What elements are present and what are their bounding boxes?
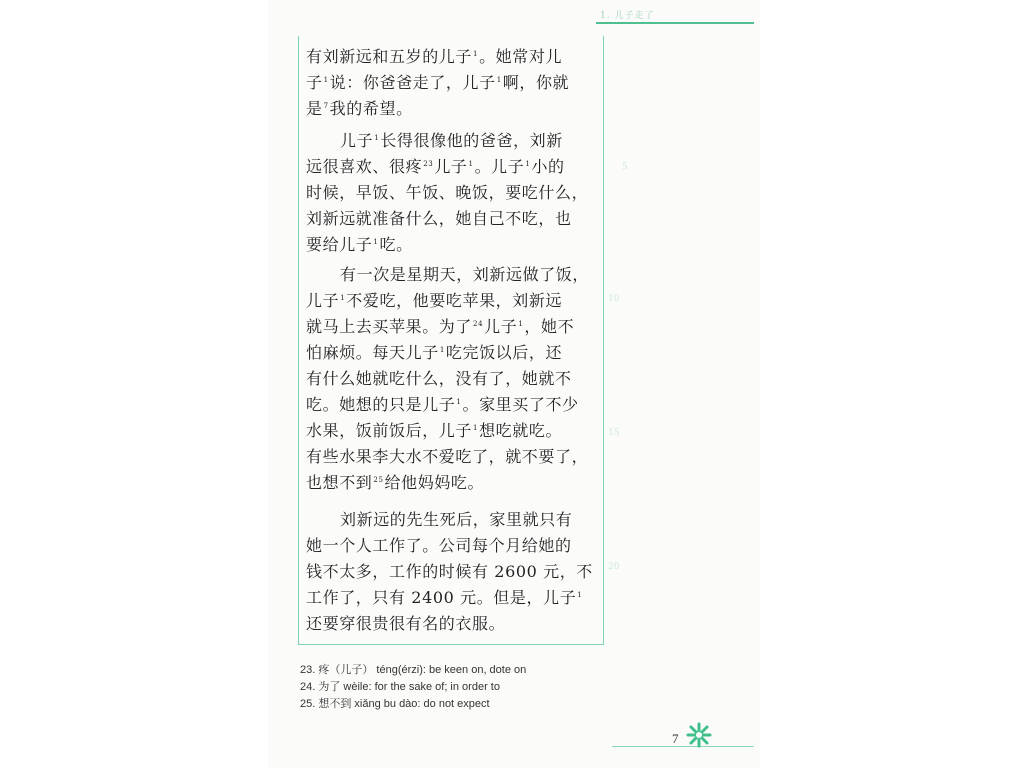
footnote-marker: 1 (577, 591, 583, 599)
text-segment: 啊，你就 (502, 73, 570, 92)
footer-rule (612, 746, 754, 747)
text-line (306, 96, 596, 122)
text-segment: 想吃就吃。 (479, 421, 563, 440)
footnote (300, 662, 600, 679)
line-number: 5 (622, 162, 628, 172)
footnote-marker: 24 (473, 320, 484, 328)
paragraph (306, 262, 596, 496)
text-line (306, 288, 596, 314)
text-line (306, 533, 596, 559)
line-number: 20 (608, 562, 620, 572)
running-title: 1. 儿子走了 (600, 11, 655, 21)
footnotes (300, 662, 600, 713)
footnote-gloss: : be keen on, dote on (422, 664, 527, 676)
line-number: 10 (608, 294, 620, 304)
text-segment: 长得很像他的爸爸，刘新 (380, 131, 563, 150)
text-segment: 要给儿子 (306, 235, 373, 254)
paragraph (306, 507, 596, 637)
footnote-gloss: : do not expect (417, 698, 490, 710)
footnote-marker: 1 (468, 160, 474, 168)
text-line (306, 585, 596, 611)
flower-icon (686, 722, 712, 748)
text-segment: 是 (306, 99, 323, 118)
text-segment: 远很喜欢、很疼 (306, 157, 423, 176)
text-segment: ，她不 (524, 317, 575, 336)
text-line (306, 180, 596, 206)
text-segment: 刘新远就准备什么，她自己不吃，也 (306, 209, 572, 228)
text-segment: 有什么她就吃什么，没有了，她就不 (306, 369, 572, 388)
text-line (306, 470, 596, 496)
text-segment: 说：你爸爸走了，儿子 (329, 73, 496, 92)
footnote-number: 25. (300, 698, 316, 710)
footnote-marker: 1 (518, 320, 524, 328)
footnote-pinyin: téng(érzi) (376, 664, 423, 676)
footnote (300, 679, 600, 696)
footnote-marker: 1 (340, 294, 346, 302)
text-segment: 她一个人工作了。公司每个月给她的 (306, 536, 572, 555)
text-line (306, 392, 596, 418)
text-segment: 吃。 (379, 235, 413, 254)
footnote-marker: 1 (496, 76, 502, 84)
text-segment: 有些水果李大水不爱吃了，就不要了， (306, 447, 589, 466)
text-segment: 怕麻烦。每天儿子 (306, 343, 439, 362)
text-segment: 水果，饭前饭后，儿子 (306, 421, 473, 440)
footnote-pinyin: wèile (343, 681, 369, 693)
text-segment: 钱不太多，工作的时候有 2600 元，不 (306, 562, 593, 581)
text-segment: 。儿子 (474, 157, 525, 176)
text-segment: 有刘新远和五岁的儿子 (306, 47, 473, 66)
text-segment: 。家里买了不少 (462, 395, 579, 414)
text-segment: 不爱吃，他要吃苹果，刘新远 (346, 291, 563, 310)
text-line (306, 507, 596, 533)
text-line (306, 232, 596, 258)
footnote-marker: 1 (439, 346, 445, 354)
footnote-number: 24. (300, 681, 316, 693)
footnote-marker: 1 (456, 398, 462, 406)
text-segment: 。她常对儿 (479, 47, 563, 66)
text-line (306, 366, 596, 392)
paragraph (306, 44, 596, 122)
text-line (306, 444, 596, 470)
line-number: 15 (608, 428, 620, 438)
text-segment: 还要穿很贵很有名的衣服。 (306, 614, 506, 633)
footnote-hanzi: 为了 (318, 681, 341, 693)
text-line (306, 128, 596, 154)
footnote-pinyin: xiǎng bu dào (354, 698, 418, 710)
text-segment: 时候，早饭、午饭、晚饭，要吃什么， (306, 183, 589, 202)
text-line (306, 206, 596, 232)
footnote-gloss: : for the sake of; in order to (368, 681, 500, 693)
text-segment: 就马上去买苹果。为了 (306, 317, 473, 336)
text-line (306, 559, 596, 585)
text-line (306, 262, 596, 288)
text-segment: 儿子 (484, 317, 518, 336)
text-segment: 有一次是星期天，刘新远做了饭， (340, 265, 590, 284)
footnote-marker: 1 (373, 238, 379, 246)
text-segment: 吃。她想的只是儿子 (306, 395, 456, 414)
footnote-marker: 1 (323, 76, 329, 84)
text-segment: 儿子 (340, 131, 374, 150)
text-line (306, 44, 596, 70)
text-segment: 儿子 (306, 291, 340, 310)
text-segment: 工作了，只有 2400 元。但是，儿子 (306, 588, 577, 607)
footnote-marker: 25 (373, 476, 384, 484)
text-segment: 子 (306, 73, 323, 92)
header-rule (596, 22, 754, 24)
text-segment: 给他妈妈吃。 (384, 473, 485, 492)
text-line (306, 418, 596, 444)
footnote-marker: 1 (473, 424, 479, 432)
footnote (300, 696, 600, 713)
text-segment: 也想不到 (306, 473, 373, 492)
page-number: 7 (672, 731, 679, 746)
footnote-number: 23. (300, 664, 316, 676)
footnote-marker: 1 (374, 134, 380, 142)
text-line (306, 611, 596, 637)
text-line (306, 314, 596, 340)
footnote-hanzi: 疼（儿子） (318, 664, 374, 676)
paragraph (306, 128, 596, 258)
footnote-hanzi: 想不到 (318, 698, 352, 710)
footnote-marker: 7 (323, 102, 329, 110)
text-line (306, 70, 596, 96)
text-segment: 小的 (531, 157, 565, 176)
footnote-marker: 1 (525, 160, 531, 168)
footnote-marker: 1 (473, 50, 479, 58)
text-segment: 吃完饭以后，还 (445, 343, 563, 362)
footnote-marker: 23 (423, 160, 434, 168)
text-segment: 儿子 (434, 157, 468, 176)
text-segment: 刘新远的先生死后，家里就只有 (340, 510, 573, 529)
text-line (306, 154, 596, 180)
text-line (306, 340, 596, 366)
text-segment: 我的希望。 (329, 99, 413, 118)
